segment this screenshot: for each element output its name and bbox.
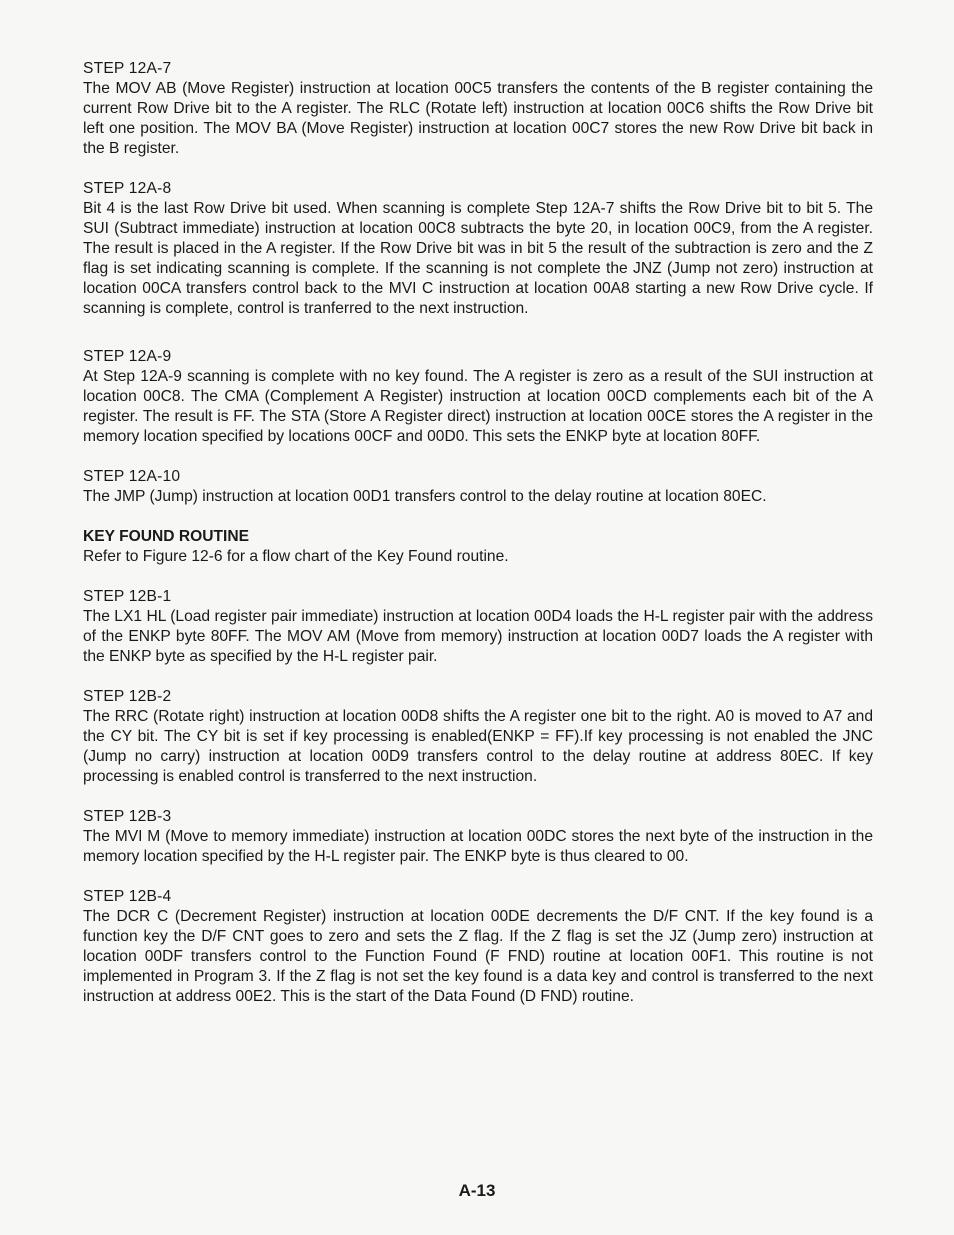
step-12a-7 <box>83 59 873 159</box>
step-12b-3 <box>83 807 873 867</box>
page-content <box>83 59 873 1007</box>
step-body: The JMP (Jump) instruction at location 00D1 transfers control to the delay routine at location 80EC. <box>83 488 767 505</box>
page-number: A-13 <box>458 1181 496 1200</box>
step-title: STEP 12B-1 <box>83 588 172 605</box>
step-title: STEP 12B-4 <box>83 888 172 905</box>
section-intro: Refer to Figure 12-6 for a flow chart of the Key Found routine. <box>83 548 509 565</box>
step-title: STEP 12A-10 <box>83 468 181 485</box>
step-12b-4 <box>83 887 873 1007</box>
step-body: The MVI M (Move to memory immediate) instruction at location 00DC stores the next byte of the instruction in the memory location specified by the H-L register pair. The ENKP byte is thus cleared to 00. <box>83 828 873 865</box>
step-title: STEP 12B-2 <box>83 688 172 705</box>
step-title: STEP 12A-8 <box>83 180 172 197</box>
step-body: The RRC (Rotate right) instruction at location 00D8 shifts the A register one bit to the right. A0 is moved to A7 and the CY bit. The CY bit is set if key processing is enabled(ENKP = FF).If key processing is not enabled the JNC (Jump no carry) instruction at location 00D9 transfers control to the delay routine at address 80EC. If key processing is enabled control is transferred to the next instruction. <box>83 708 873 785</box>
step-body: The LX1 HL (Load register pair immediate) instruction at location 00D4 loads the H-L register pair with the address of the ENKP byte 80FF. The MOV AM (Move from memory) instruction at location 00D7 loads the A register with the ENKP byte as specified by the H-L register pair. <box>83 608 873 665</box>
step-12a-10 <box>83 467 873 507</box>
step-body: At Step 12A-9 scanning is complete with no key found. The A register is zero as a result of the SUI instruction at location 00C8. The CMA (Complement A Register) instruction at location 00CD complements each bit of the A register. The result is FF. The STA (Store A Register direct) instruction at location 00CE stores the A register in the memory location specified by locations 00CF and 00D0. This sets the ENKP byte at location 80FF. <box>83 368 873 445</box>
step-body: The MOV AB (Move Register) instruction at location 00C5 transfers the contents of the B register containing the current Row Drive bit to the A register. The RLC (Rotate left) instruction at location 00C6 shifts the Row Drive bit left one position. The MOV BA (Move Register) instruction at location 00C7 stores the new Row Drive bit back in the B register. <box>83 80 873 157</box>
key-found-routine-section <box>83 527 873 567</box>
step-body: Bit 4 is the last Row Drive bit used. When scanning is complete Step 12A-7 shifts the Row Drive bit to bit 5. The SUI (Subtract immediate) instruction at location 00C8 subtracts the byte 20, in location 00C9, from the A register. The result is placed in the A register. If the Row Drive bit was in bit 5 the result of the subtraction is zero and the Z flag is set indicating scanning is complete. If the scanning is not complete the JNZ (Jump not zero) instruction at location 00CA transfers control back to the MVI C instruction at location 00A8 starting a new Row Drive cycle. If scanning is complete, control is tranferred to the next instruction. <box>83 200 873 317</box>
step-12a-8 <box>83 179 873 319</box>
step-12a-9 <box>83 347 873 447</box>
step-title: STEP 12B-3 <box>83 808 172 825</box>
step-12b-2 <box>83 687 873 787</box>
step-title: STEP 12A-7 <box>83 60 172 77</box>
section-heading: KEY FOUND ROUTINE <box>83 528 250 545</box>
step-title: STEP 12A-9 <box>83 348 172 365</box>
step-body: The DCR C (Decrement Register) instruction at location 00DE decrements the D/F CNT. If the key found is a function key the D/F CNT goes to zero and sets the Z flag. If the Z flag is set the JZ (Jump zero) instruction at location 00DF transfers control to the Function Found (F FND) routine at location 00F1. This routine is not implemented in Program 3. If the Z flag is not set the key found is a data key and control is transferred to the next instruction at address 00E2. This is the start of the Data Found (D FND) routine. <box>83 908 873 1005</box>
step-12b-1 <box>83 587 873 667</box>
